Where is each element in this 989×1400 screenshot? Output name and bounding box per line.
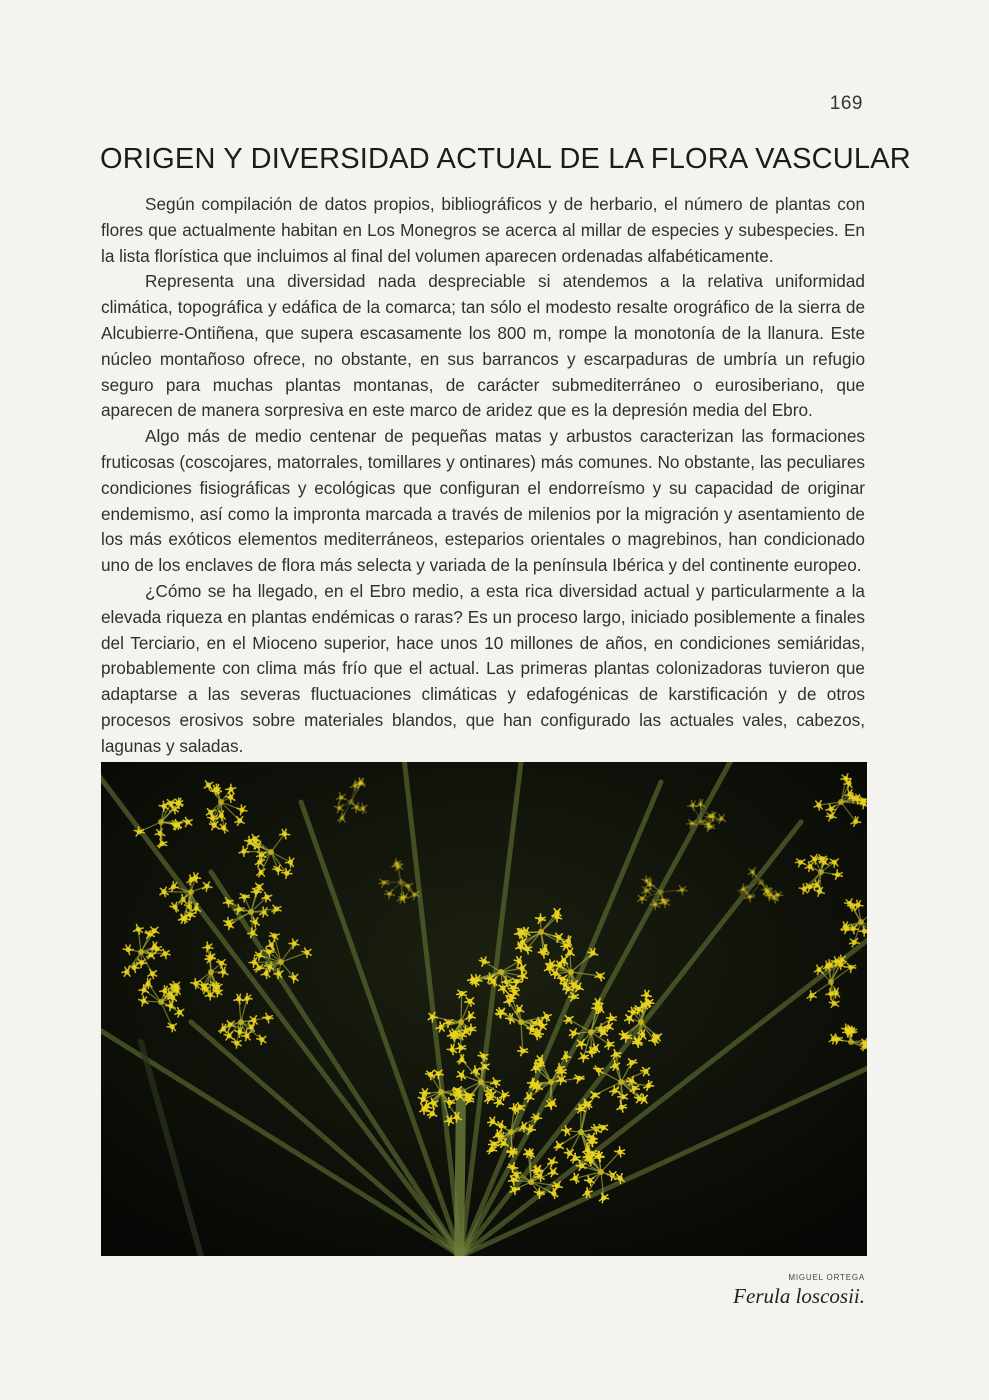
body-text (101, 192, 865, 760)
ferula-umbel-illustration (101, 762, 867, 1256)
flower-photo (101, 762, 867, 1256)
paragraph: Algo más de medio centenar de pequeñas matas y arbustos caracterizan las formaciones fruticosas (coscojares, matorrales, tomillares y ontinares) más comunes. No obstante, las peculiares condiciones fisiográficas y ecológicas que configuran el endorreísmo y su capacidad de originar endemismo, así como la impronta marcada a través de milenios por la migración y asentamiento de los más exóticos elementos mediterráneos, esteparios orientales o magrebinos, han condicionado uno de los enclaves de flora más selecta y variada de la península Ibérica y del continente europeo. (101, 426, 865, 576)
page-title: ORIGEN Y DIVERSIDAD ACTUAL DE LA FLORA VASCULAR (100, 143, 911, 175)
page-number: 169 (829, 93, 863, 114)
photo-credit: MIGUEL ORTEGA (788, 1273, 865, 1282)
paragraph: Según compilación de datos propios, bibliográficos y de herbario, el número de plantas con flores que actualmente habitan en Los Monegros se acerca al millar de especies y subespecies. En la lista florística que incluimos al final del volumen aparecen ordenadas alfabéticamente. (101, 194, 865, 266)
figure-caption: Ferula loscosii. (733, 1284, 865, 1308)
paragraph: ¿Cómo se ha llegado, en el Ebro medio, a esta rica diversidad actual y particularmente a la elevada riqueza en plantas endémicas o raras? Es un proceso largo, iniciado posiblemente a finales del Terciario, en el Mioceno superior, hace unos 10 millones de años, en condiciones semiáridas, probablemente con clima más frío que el actual. Las primeras plantas colonizadoras tuvieron que adaptarse a las severas fluctuaciones climáticas y edafogénicas de karstificación y de otros procesos erosivos sobre materiales blandos, que han configurado las actuales vales, cabezos, lagunas y saladas. (101, 580, 865, 756)
paragraph: Representa una diversidad nada despreciable si atendemos a la relativa uniformidad climática, topográfica y edáfica de la comarca; tan sólo el modesto resalte orográfico de la sierra de Alcubierre-Ontiñena, que supera escasamente los 800 m, rompe la monotonía de la llanura. Este núcleo montañoso ofrece, no obstante, en sus barrancos y escarpaduras de umbría un refugio seguro para muchas plantas montanas, de carácter submediterráneo o eurosiberiano, que aparecen de manera sorpresiva en este marco de aridez que es la depresión media del Ebro. (101, 271, 865, 421)
